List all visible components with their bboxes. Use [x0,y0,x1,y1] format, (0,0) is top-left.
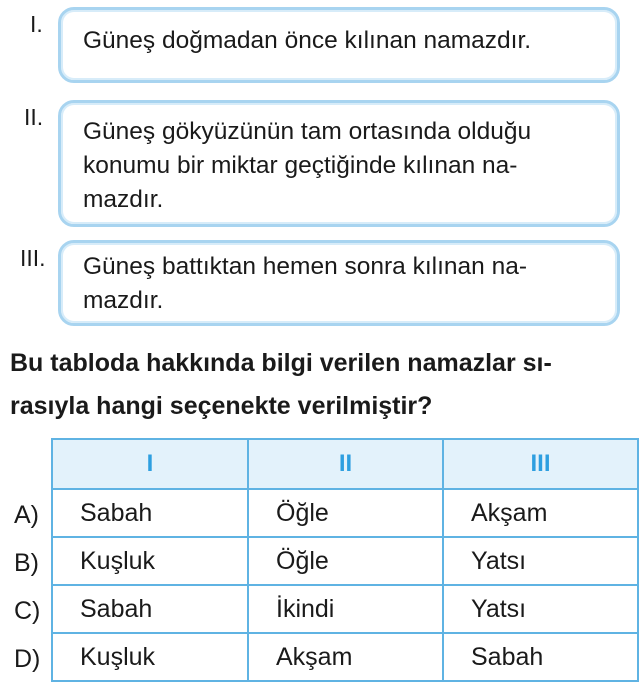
option-row-c[interactable] [52,585,638,633]
statement-1-line-1: Güneş doğmadan önce kılınan namazdır. [83,27,532,54]
statement-2-line-3: mazdır. [83,186,164,213]
table-cell: Akşam [248,633,443,681]
option-row-a[interactable] [52,489,638,537]
table-cell: Sabah [443,633,638,681]
statement-numeral-1: I. [30,11,43,37]
option-letter-d[interactable]: D) [14,645,41,673]
table-cell: Yatsı [443,585,638,633]
table-cell: Yatsı [443,537,638,585]
statement-3-line-2: mazdır. [83,287,164,314]
table-cell: Öğle [248,489,443,537]
table-header-row [52,439,638,489]
statement-2-line-2: konumu bir miktar geçtiğinde kılınan na- [83,152,518,179]
statement-text-2 [83,115,603,217]
statement-box-1 [58,7,620,83]
statement-3-line-1: Güneş battıktan hemen sonra kılınan na- [83,253,527,280]
table-cell: Kuşluk [52,537,248,585]
statement-numeral-3: III. [20,245,46,271]
question-line-2: rasıyla hangi seçenekte verilmiştir? [10,392,433,420]
column-header-2: II [248,439,443,489]
statement-numeral-2: II. [24,104,44,130]
column-header-1: I [52,439,248,489]
column-header-3: III [443,439,638,489]
question-text [10,342,636,428]
option-row-d[interactable] [52,633,638,681]
statement-box-2 [58,100,620,227]
table-cell: Kuşluk [52,633,248,681]
statement-box-3 [58,240,620,326]
statement-text-1 [83,24,603,58]
table-cell: Akşam [443,489,638,537]
statement-text-3 [83,250,603,318]
option-letter-b[interactable]: B) [14,549,39,577]
table-cell: İkindi [248,585,443,633]
table-cell: Sabah [52,489,248,537]
option-letter-c[interactable]: C) [14,597,41,625]
option-letter-a[interactable]: A) [14,501,39,529]
question-line-1: Bu tabloda hakkında bilgi verilen namazlar sı- [10,349,552,377]
table-cell: Öğle [248,537,443,585]
statement-2-line-1: Güneş gökyüzünün tam ortasında olduğu [83,118,532,145]
table-cell: Sabah [52,585,248,633]
option-row-b[interactable] [52,537,638,585]
options-table [51,438,639,682]
